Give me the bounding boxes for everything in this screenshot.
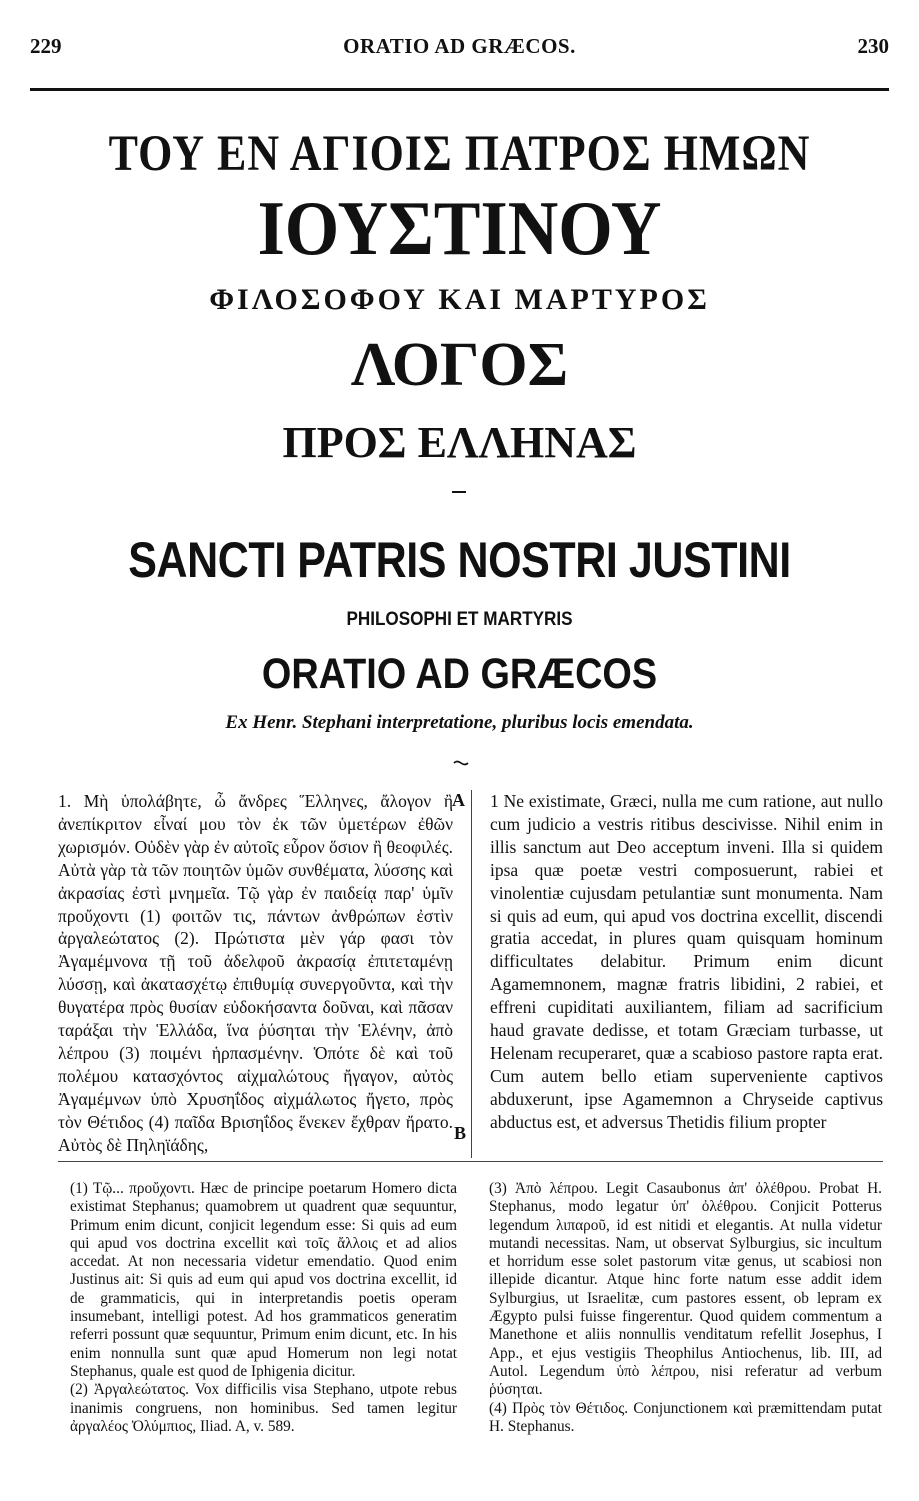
greek-title-line-5: ΠΡΟΣ ΕΛΛΗΝΑΣ [282,418,637,467]
footnote-3: (3) Ἀπὸ λέπρου. Legit Casaubonus ἀπ' ὀλέθρου. Probat H. Stephanus, modo legatur ὑπ' ὀλέθρου. Conjicit Potterus legendum λιπαροῦ, id est nitidi et elegantis. At nulla videtur mutandi necessitas. Nam, ut observat Sylburgius, sic incultum et horridum esse solet pastorum vitæ genus, ut scabiosi non illepide dicantur. Atque hinc forte natum esse addit idem Sylburgius, ut Israelitæ, cum pastores essent, ob lepram ex Ægypto pulsi fuisse fingerentur. Quod quidem commentum a Manethone et aliis nonnullis venditatum refellit Josephus, I App., et ejus vestigiis Theophilus Antiochenus, lib. III, ad Autol. Legendum ὑπὸ λέπρου, nisi referatur ad verbum ῥύσηται. [489,1180,882,1399]
footnote-2: (2) Ἀργαλεώτατος. Vox difficilis visa Stephano, utpote rebus inanimis congruens, non hominibus. Sed tamen legitur ἀργαλέος Ὀλύμπιος, Iliad. A, v. 589. [70,1381,457,1435]
greek-title-line-3: ΦΙΛΟΣΟΦΟΥ ΚΑΙ ΜΑΡΤΥΡΟΣ [209,283,710,316]
greek-title-logos: ΛΟΓΟΣ [350,331,569,399]
footnote-4: (4) Πρὸς τὸν Θέτιδος. Conjunctionem καὶ præmittendam putat H. Stephanus. [489,1399,882,1435]
latin-title-line-2: PHILOSOPHI ET MARTYRIS [346,609,573,630]
greek-text-column: 1. Μὴ ὑπολάβητε, ὦ ἄνδρες Ἕλληνες, ἄλογον ἢ ἀνεπίκριτον εἶναί μου τὸν ἐκ τῶν ὑμετέρων ἐθῶν χωρισμόν. Οὐδὲν γὰρ ἐν αὐτοῖς εὗρον ὅσιον ἢ θεοφιλές. Αὐτὰ γὰρ τὰ τῶν ποιητῶν ὑμῶν συνθέματα, λύσσης καὶ ἀκρασίας ἐστὶ μνημεῖα. Τῷ γὰρ ἐν παιδείᾳ παρ' ὑμῖν προὔχοντι (1) φοιτῶν τις, πάντων ἀνθρώπων ἐστὶν ἀργαλεώτατος (2). Πρώτιστα μὲν γάρ φασι τὸν Ἀγαμέμνονα τῇ τοῦ ἀδελφοῦ ἀκρασίᾳ ἐπιτεταμένῃ λύσσῃ, καὶ ἀκατασχέτῳ ἐπιθυμίᾳ συνεργοῦντα, καὶ τὴν θυγατέρα πρὸς θυσίαν εὐδοκήσαντα δοῦναι, καὶ πᾶσαν ταράξαι τὴν Ἑλλάδα, ἵνα ῥύσηται τὴν Ἑλένην, ἀπὸ λέπρου (3) ποιμένι ἡρπασμένην. Ὁπότε δὲ καὶ τοῦ πολέμου κατασχόντος αἰχμαλώτους ἤγαγον, αὐτὸς Ἀγαμέμνων ὑπὸ Χρυσηΐδος αἰχμάλωτος ἤγετο, πρὸς τὸν Θέτιδος (4) παῖδα Βρισηΐδος ἕνεκεν ἔχθραν ἤρατο. Αὐτὸς δὲ Πηληϊάδης, [58,791,453,1155]
footnotes-left [70,1180,457,1436]
page-number-left: 229 [30,34,62,58]
footnotes-right [489,1180,882,1436]
greek-title-line-1: ΤΟΥ ΕΝ ΑΓΙΟΙΣ ΠΑΤΡΟΣ ΗΜΩΝ [108,125,811,182]
running-title: ORATIO AD GRÆCOS. [343,34,576,58]
running-header [30,34,889,58]
column-divider [471,790,472,1158]
latin-text-column: 1 Ne existimate, Græci, nulla me cum ratione, aut nullo cum judicio a vestris ritibus descivisse. Nihil enim in illis sanctum aut Deo acceptum inveni. Illa si quidem ipsa quæ poetæ vestri composuerunt, rabiei et vinolentiæ cujusdam petulantiæ sunt monumenta. Nam si quis ad eum, qui apud vos doctrina excellit, discendi gratia accedat, in plures quam quisquam hominum difficultates delabitur. Primum enim dicunt Agamemnonem, magnæ fratris libidini, 2 rabiei, et effreni cupiditati auxiliantem, filiam ad sacrificium haud gravate dedisse, et totam Græciam turbasse, ut Helenam recuperaret, quæ a scabioso pastore rapta erat. Cum autem bello etiam superveniente captivos abduxerunt, ipse Agamemnon a Chryseide captivus abductus est, et adversus Thetidis filium propter [490,791,883,1132]
title-separator [452,491,466,493]
footnote-rule [58,1161,883,1162]
header-rule [30,88,889,91]
edition-subtitle: Ex Henr. Stephani interpretatione, pluribus locis emendata. [225,712,694,733]
footnote-1: (1) Τῷ... προὔχοντι. Hæc de principe poetarum Homero dicta existimat Stephanus; quamobrem ut quadrent quæ sequuntur, Primum enim dicunt, conjicit legendum esse: Si quis ad eum qui apud vos doctrina excellit καὶ τοῖς ἄλλοις et ad alios accedat. At non necessaria videtur emendatio. Quod enim Justinus ait: Si quis ad eum qui apud vos doctrina excellit, id de grammaticis, qui in interpretandis poetis operam insumebant, intelligi potest. Ad hos grammaticos generatim referri possunt quæ sequuntur, Primum enim dicunt, etc. In his enim nonnulla sunt quæ apud Homerum non legi notat Stephanus, quale est quod de Iphigenia dicitur. [70,1180,457,1380]
latin-title-line-1: SANCTI PATRIS NOSTRI JUSTINI [128,532,791,588]
margin-letter-b: B [454,1123,467,1143]
margin-letter-a: A [452,790,465,810]
ornament-icon [453,760,469,766]
latin-title-line-3: ORATIO AD GRÆCOS [261,650,658,698]
page-number-right: 230 [857,34,889,58]
greek-title-name: ΙΟΥΣΤΙΝΟΥ [257,187,662,272]
